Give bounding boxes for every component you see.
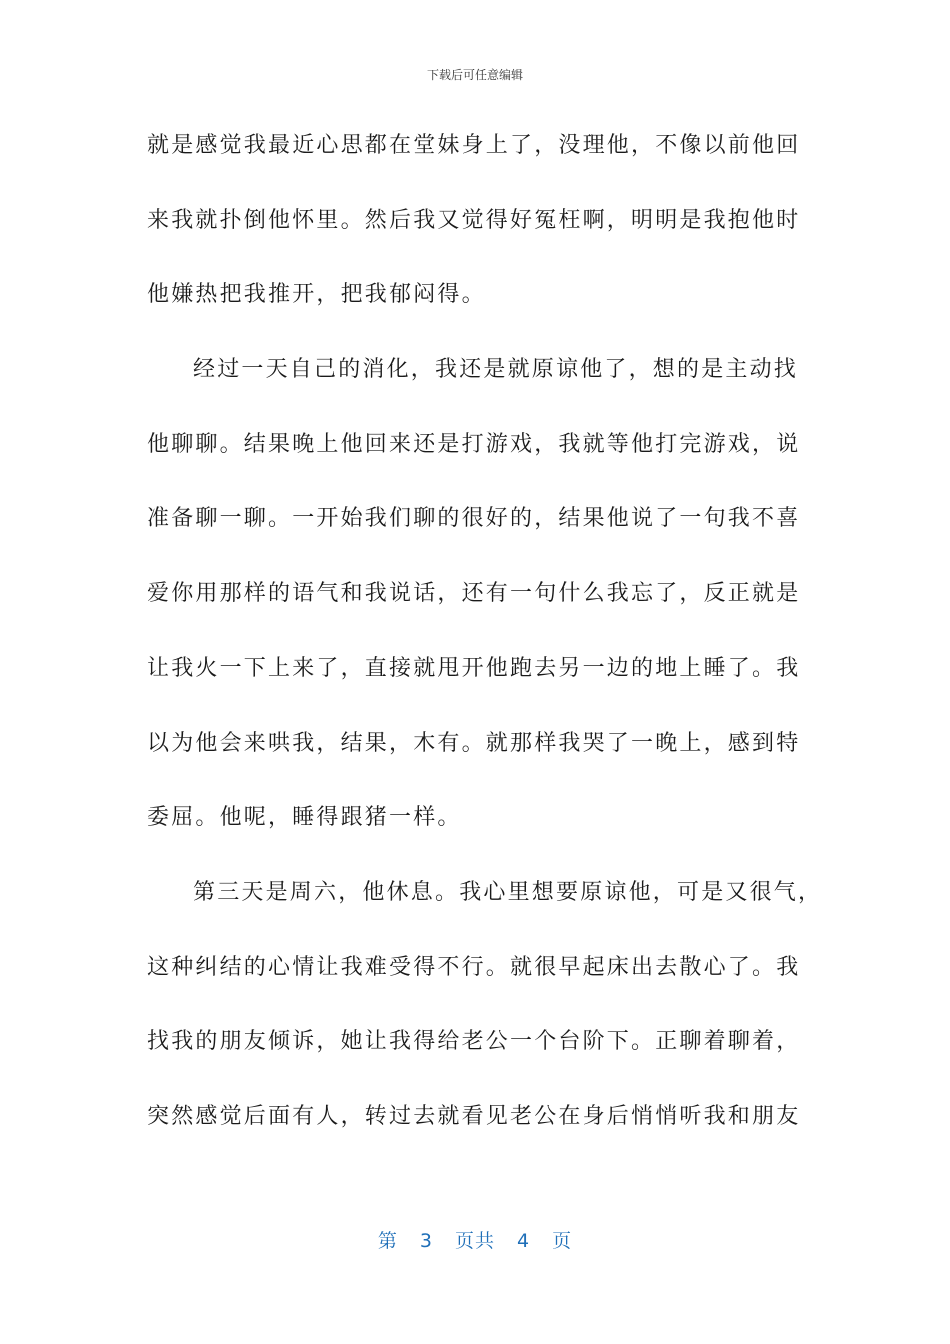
text-line: 他嫌热把我推开，把我郁闷得。	[147, 282, 486, 308]
page-footer	[0, 1226, 950, 1253]
text-line: 来我就扑倒他怀里。然后我又觉得好冤枉啊，明明是我抱他时	[147, 207, 801, 233]
text-line: 委屈。他呢，睡得跟猪一样。	[147, 805, 462, 831]
footer-total-pages: 4	[517, 1230, 531, 1252]
footer-prefix: 第	[377, 1230, 398, 1252]
text-line: 爱你用那样的语气和我说话，还有一句什么我忘了，反正就是	[147, 581, 801, 607]
text-line: 第三天是周六，他休息。我心里想要原谅他，可是又很气，	[193, 879, 823, 905]
text-line: 准备聊一聊。一开始我们聊的很好的，结果他说了一句我不喜	[147, 506, 801, 532]
document-body	[147, 124, 827, 1170]
text-line: 让我火一下上来了，直接就甩开他跑去另一边的地上睡了。我	[147, 655, 801, 681]
page-header-note: 下载后可任意编辑	[426, 68, 523, 82]
footer-middle: 页共	[454, 1230, 495, 1252]
text-line: 找我的朋友倾诉，她让我得给老公一个台阶下。正聊着聊着，	[147, 1029, 801, 1055]
text-line: 突然感觉后面有人，转过去就看见老公在身后悄悄听我和朋友	[147, 1103, 801, 1129]
text-line: 他聊聊。结果晚上他回来还是打游戏，我就等他打完游戏，说	[147, 431, 801, 457]
text-line: 就是感觉我最近心思都在堂妹身上了，没理他，不像以前他回	[147, 133, 801, 158]
footer-suffix: 页	[552, 1230, 573, 1252]
text-line: 这种纠结的心情让我难受得不行。就很早起床出去散心了。我	[147, 954, 801, 980]
footer-current-page: 3	[419, 1230, 433, 1252]
text-line: 以为他会来哄我，结果，木有。就那样我哭了一晚上，感到特	[147, 730, 801, 756]
text-line: 经过一天自己的消化，我还是就原谅他了，想的是主动找	[193, 357, 799, 383]
